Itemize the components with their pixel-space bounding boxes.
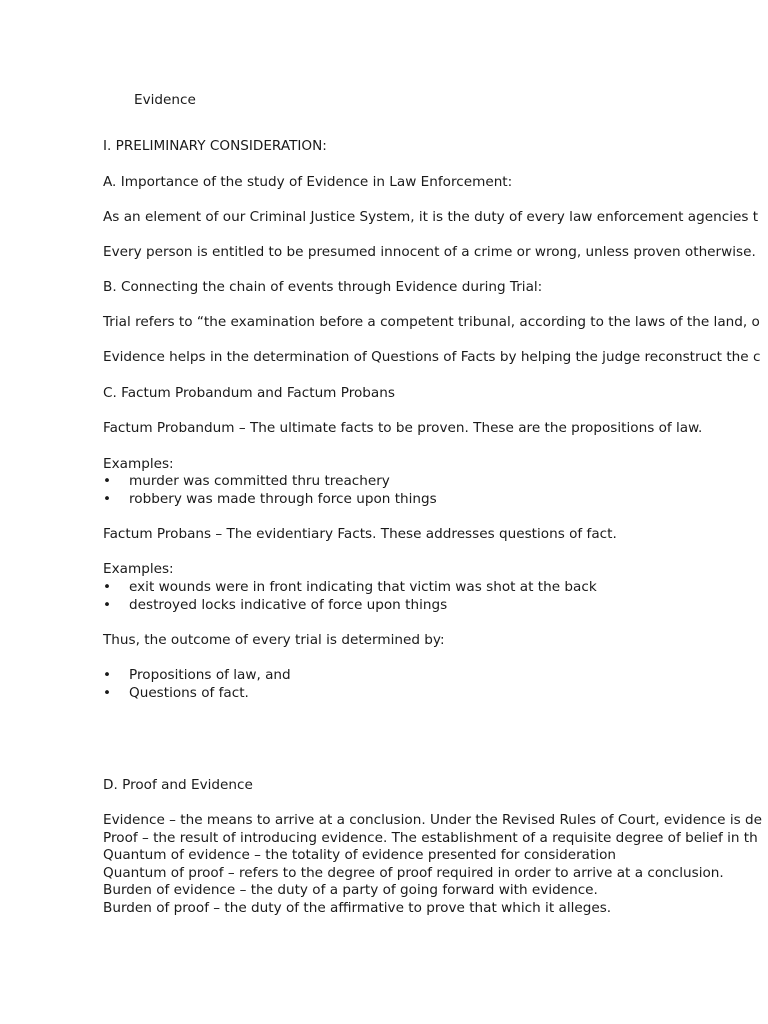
paragraph-b1: Trial refers to “the examination before a competent tribunal, according to the laws of the land, o	[103, 314, 760, 330]
list-item: destroyed locks indicative of force upon things	[129, 597, 448, 613]
definition-line: Burden of proof – the duty of the affirmative to prove that which it alleges.	[103, 900, 612, 916]
definition-line: Quantum of proof – refers to the degree of proof required in order to arrive at a conclusion.	[103, 865, 724, 881]
bullet-icon: •	[103, 579, 112, 595]
list-item: murder was committed thru treachery	[129, 473, 390, 489]
paragraph-c3: Thus, the outcome of every trial is determined by:	[103, 632, 445, 648]
paragraph-a2: Every person is entitled to be presumed innocent of a crime or wrong, unless proven otherwise.	[103, 244, 756, 260]
examples-label: Examples:	[103, 456, 174, 472]
document-title: Evidence	[134, 92, 196, 108]
examples-label: Examples:	[103, 561, 174, 577]
bullet-icon: •	[103, 473, 112, 489]
list-item: Propositions of law, and	[129, 667, 291, 683]
paragraph-a1: As an element of our Criminal Justice System, it is the duty of every law enforcement agencies t	[103, 209, 759, 225]
subheading-b: B. Connecting the chain of events through Evidence during Trial:	[103, 279, 543, 295]
definition-line: Proof – the result of introducing evidence. The establishment of a requisite degree of belief in th	[103, 830, 758, 846]
bullet-icon: •	[103, 667, 112, 683]
list-item: exit wounds were in front indicating that victim was shot at the back	[129, 579, 597, 595]
subheading-c: C. Factum Probandum and Factum Probans	[103, 385, 395, 401]
bullet-icon: •	[103, 597, 112, 613]
paragraph-c2: Factum Probans – The evidentiary Facts. These addresses questions of fact.	[103, 526, 617, 542]
definition-line: Quantum of evidence – the totality of evidence presented for consideration	[103, 847, 617, 863]
definition-line: Burden of evidence – the duty of a party of going forward with evidence.	[103, 882, 598, 898]
definition-line: Evidence – the means to arrive at a conclusion. Under the Revised Rules of Court, evidence is de	[103, 812, 762, 828]
subheading-d: D. Proof and Evidence	[103, 777, 253, 793]
paragraph-c1: Factum Probandum – The ultimate facts to be proven. These are the propositions of law.	[103, 420, 703, 436]
subheading-a: A. Importance of the study of Evidence in Law Enforcement:	[103, 174, 513, 190]
bullet-icon: •	[103, 491, 112, 507]
section-heading-preliminary: I. PRELIMINARY CONSIDERATION:	[103, 138, 327, 154]
list-item: robbery was made through force upon things	[129, 491, 437, 507]
list-item: Questions of fact.	[129, 685, 249, 701]
bullet-icon: •	[103, 685, 112, 701]
paragraph-b2: Evidence helps in the determination of Questions of Facts by helping the judge reconstruct the c	[103, 349, 761, 365]
